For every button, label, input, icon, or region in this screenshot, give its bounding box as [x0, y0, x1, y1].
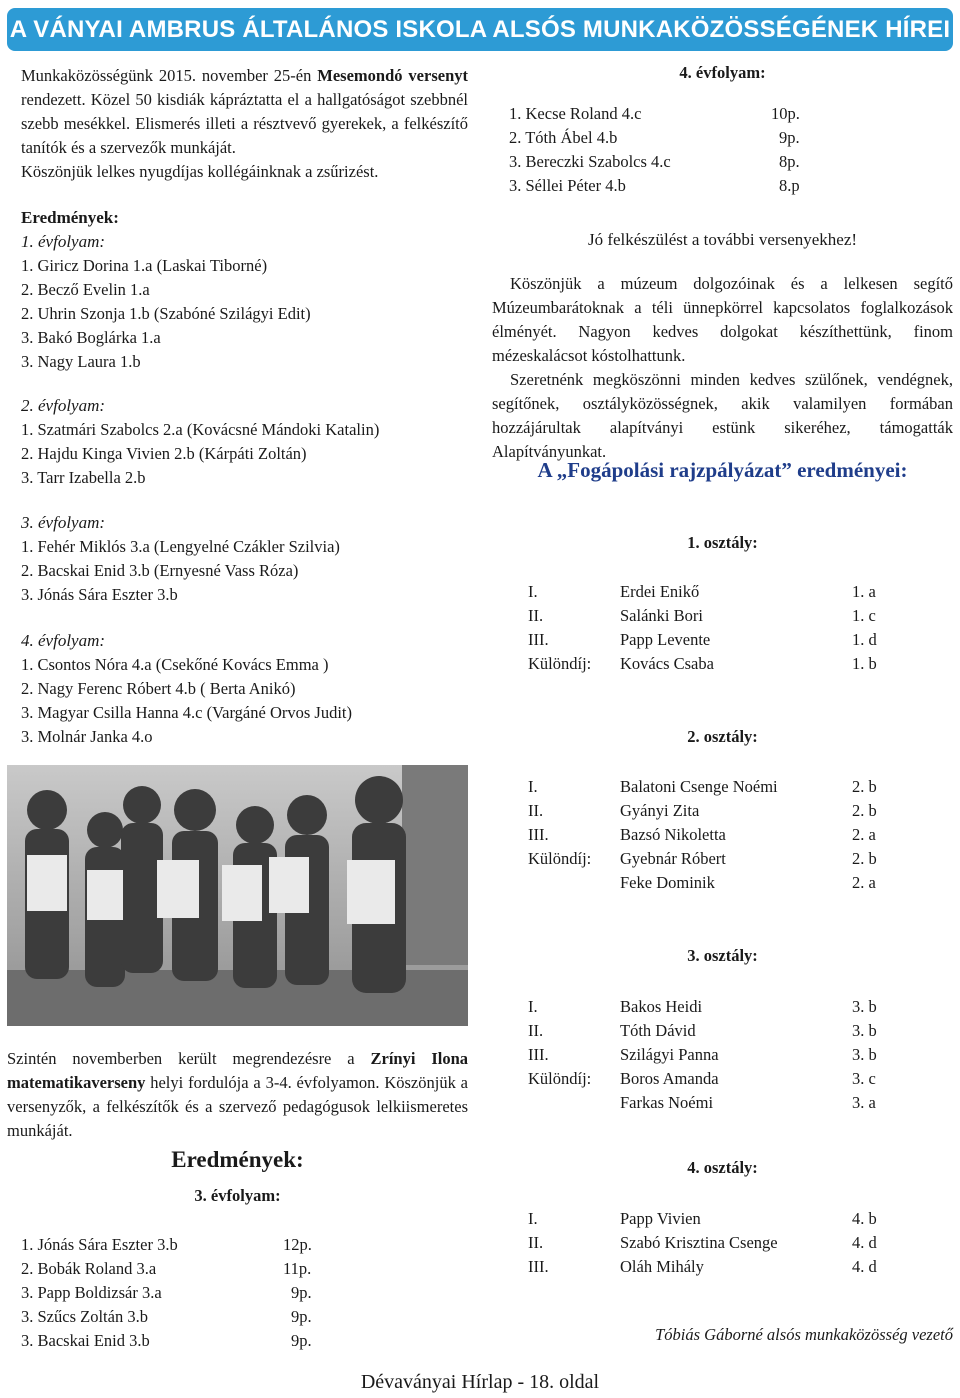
- list-item: 3. Bakó Boglárka 1.a: [21, 328, 161, 347]
- list-item: 2. Uhrin Szonja 1.b (Szabóné Szilágyi Edit): [21, 304, 311, 323]
- list-item: 3. Magyar Csilla Hanna 4.c (Vargáné Orvos Judit): [21, 703, 352, 722]
- class2-table: [528, 775, 953, 895]
- grade1-list: [21, 254, 468, 374]
- children-photo-illustration: [7, 765, 468, 1026]
- table-row: II. Gyányi Zita 2. b: [528, 801, 877, 820]
- zrinyi-article: [7, 1047, 468, 1143]
- list-item: 2. Becző Evelin 1.a: [21, 280, 150, 299]
- table-row: 2. Bobák Roland 3.a 11p.: [21, 1259, 312, 1278]
- table-row: 1. Jónás Sára Eszter 3.b 12p.: [21, 1235, 312, 1254]
- list-item: 1. Fehér Miklós 3.a (Lengyelné Czákler Szilvia): [21, 537, 340, 556]
- parents-thanks: Szeretnénk megköszönni minden kedves szülőnek, vendégnek, segítőnek, osztályközösségnek, akik valamilyen formában hozzájárultak alapítványi estünk sikeréhez, támogatták Alapítványunkat.: [492, 370, 953, 461]
- table-row: I. Balatoni Csenge Noémi 2. b: [528, 777, 877, 796]
- grade3-block: [21, 511, 468, 607]
- table-row: Feke Dominik 2. a: [620, 873, 876, 892]
- list-item: 2. Hajdu Kinga Vivien 2.b (Kárpáti Zoltán): [21, 444, 307, 463]
- table-row: Különdíj: Kovács Csaba 1. b: [528, 654, 877, 673]
- list-item: 3. Tarr Izabella 2.b: [21, 468, 146, 487]
- intro-paragraph: Munkaközösségünk 2015. november 25-én Mesemondó versenyt rendezett. Közel 50 kisdiák kápráztatta el a hallgatóságot szebbnél szebb mesékkel. Elismerés illeti a résztvevő gyerekek, a felkészítő tanítók és a szervezők munkáját.: [21, 66, 468, 157]
- table-row: 3. Bereczki Szabolcs 4.c 8p.: [509, 152, 800, 171]
- list-item: 1. Szatmári Szabolcs 2.a (Kovácsné Mándoki Katalin): [21, 420, 380, 439]
- grade1-label: 1. évfolyam:: [21, 232, 106, 251]
- table-row: III. Papp Levente 1. d: [528, 630, 877, 649]
- zrinyi-grade-label: 3. évfolyam:: [194, 1186, 281, 1205]
- museum-thanks: Köszönjük a múzeum dolgozóinak és a lelkesen segítő Múzeumbarátoknak a téli ünnepkörrel kapcsolatos foglalkozások élményét. Nagyon kedves dolgokat készíthettünk, finom mézeskalácsot kóstolhattunk.: [492, 274, 953, 365]
- list-item: 2. Nagy Ferenc Róbert 4.b ( Berta Anikó): [21, 679, 296, 698]
- grade4-label: 4. évfolyam:: [21, 631, 106, 650]
- table-row: 3. Bacskai Enid 3.b 9p.: [21, 1331, 312, 1350]
- class3-table: [528, 995, 953, 1115]
- grade4-block: [21, 629, 468, 749]
- right-grade4-label: 4. évfolyam:: [679, 63, 766, 82]
- table-row: III. Oláh Mihály 4. d: [528, 1257, 877, 1276]
- table-row: I. Erdei Enikő 1. a: [528, 582, 876, 601]
- zrinyi-paragraph: Szintén novemberben került megrendezésre a Zrínyi Ilona matematikaverseny helyi fordulója a 3-4. évfolyamon. Köszönjük a versenyzők, a felkészítők és a szervező pedagógusok lelkiismeretes munkáját.: [7, 1049, 468, 1140]
- zrinyi-results-table: [21, 1233, 468, 1353]
- group-photo: [7, 765, 468, 1026]
- table-row: 2. Tóth Ábel 4.b 9p.: [509, 128, 800, 147]
- list-item: 1. Csontos Nóra 4.a (Csekőné Kovács Emma ): [21, 655, 329, 674]
- table-row: III. Szilágyi Panna 3. b: [528, 1045, 877, 1064]
- drawing-contest-title: A „Fogápolási rajzpályázat” eredményei:: [537, 458, 908, 482]
- table-row: Farkas Noémi 3. a: [620, 1093, 876, 1112]
- class1-table: [528, 580, 953, 676]
- grade3-label: 3. évfolyam:: [21, 513, 106, 532]
- page-footer: Dévaványai Hírlap - 18. oldal: [360, 1371, 600, 1393]
- intro-thanks: Köszönjük lelkes nyugdíjas kollégáinknak a zsűrizést.: [21, 162, 379, 181]
- table-row: III. Bazsó Nikoletta 2. a: [528, 825, 876, 844]
- table-row: 3. Papp Boldizsár 3.a 9p.: [21, 1283, 312, 1302]
- zrinyi-bold: Zrínyi Ilona matematikaverseny: [7, 1049, 468, 1092]
- signature: Tóbiás Gáborné alsós munkaközösség vezető: [655, 1325, 953, 1344]
- class2-label: 2. osztály:: [687, 727, 758, 746]
- class4-label: 4. osztály:: [687, 1158, 758, 1177]
- grade2-block: [21, 394, 468, 490]
- list-item: 3. Molnár Janka 4.o: [21, 727, 153, 746]
- wish-text: Jó felkészülést a további versenyekhez!: [587, 230, 858, 249]
- list-item: 3. Jónás Sára Eszter 3.b: [21, 585, 178, 604]
- list-item: 2. Bacskai Enid 3.b (Ernyesné Vass Róza): [21, 561, 299, 580]
- class3-label: 3. osztály:: [687, 946, 758, 965]
- table-row: 3. Szűcs Zoltán 3.b 9p.: [21, 1307, 312, 1326]
- page-banner: A VÁNYAI AMBRUS ÁLTALÁNOS ISKOLA ALSÓS MUNKAKÖZÖSSÉGÉNEK HÍREI: [7, 8, 953, 51]
- table-row: I. Papp Vivien 4. b: [528, 1209, 877, 1228]
- zrinyi-results-heading: Eredmények:: [171, 1147, 304, 1172]
- grade2-label: 2. évfolyam:: [21, 396, 106, 415]
- class1-label: 1. osztály:: [687, 533, 758, 552]
- thanks-article: [492, 272, 953, 464]
- table-row: Különdíj: Gyebnár Róbert 2. b: [528, 849, 877, 868]
- table-row: II. Tóth Dávid 3. b: [528, 1021, 877, 1040]
- table-row: I. Bakos Heidi 3. b: [528, 997, 877, 1016]
- table-row: II. Szabó Krisztina Csenge 4. d: [528, 1233, 877, 1252]
- right-grade4-table: [509, 102, 953, 198]
- class4-table: [528, 1207, 953, 1279]
- table-row: Különdíj: Boros Amanda 3. c: [528, 1069, 876, 1088]
- table-row: 1. Kecse Roland 4.c 10p.: [509, 104, 800, 123]
- intro-bold: Mesemondó versenyt: [317, 66, 468, 85]
- story-results: [21, 206, 468, 374]
- list-item: 3. Nagy Laura 1.b: [21, 352, 141, 371]
- intro-article: [21, 64, 468, 184]
- results-heading: Eredmények:: [21, 208, 119, 227]
- table-row: II. Salánki Bori 1. c: [528, 606, 876, 625]
- table-row: 3. Séllei Péter 4.b 8.p: [509, 176, 800, 195]
- list-item: 1. Giricz Dorina 1.a (Laskai Tiborné): [21, 256, 268, 275]
